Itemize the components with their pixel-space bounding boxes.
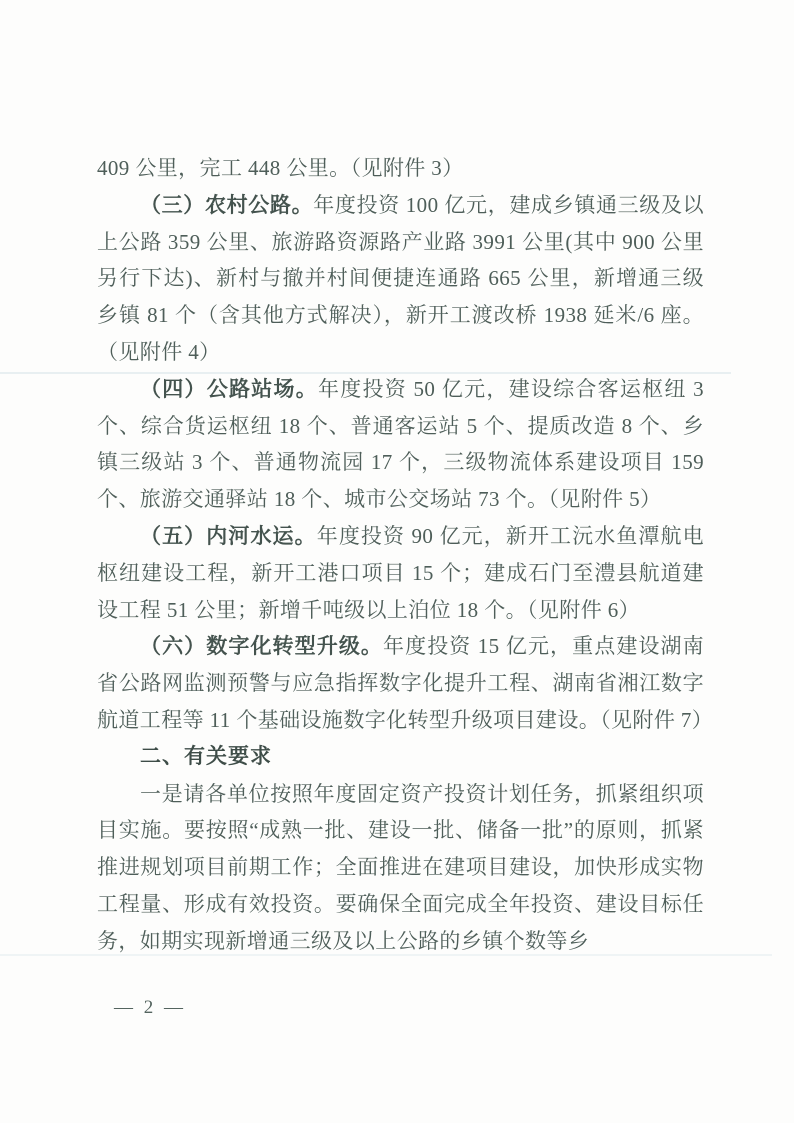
paragraph-inland-waterway	[97, 518, 704, 628]
paragraph-text: 409 公里，完工 448 公里。（见附件 3）	[97, 156, 464, 180]
section-lead: （三）农村公路。	[140, 192, 314, 217]
paragraph-digital-transformation	[97, 628, 714, 738]
section-lead: （五）内河水运。	[140, 523, 317, 548]
page-number: — 2 —	[114, 997, 186, 1018]
section-lead: （六）数字化转型升级。	[140, 634, 384, 659]
paragraph-requirements-1	[97, 776, 704, 960]
paragraph-text: 年度投资 100 亿元，建成乡镇通三级及以上公路 359 公里、旅游路资源路产业路 3991 公里(其中 900 公里另行下达)、新村与撤并村间便捷连通路 665 公里，新增通三级乡镇 81 个（含其他方式解决），新开工渡改桥 1938 延米/6 座。（见附件 4）	[97, 192, 704, 364]
paragraph-highway-stations	[97, 371, 704, 518]
paragraph-text: 年度投资 15 亿元，重点建设湖南省公路网监测预警与应急指挥数字化提升工程、湖南省湘江数字航道工程等 11 个基础设施数字化转型升级项目建设。（见附件 7）	[97, 634, 714, 732]
document-body	[97, 150, 714, 960]
paragraph-continuation	[97, 150, 704, 187]
section-heading-requirements: 二、有关要求	[140, 744, 272, 768]
paragraph-text: 年度投资 50 亿元，建设综合客运枢纽 3 个、综合货运枢纽 18 个、普通客运站 5 个、提质改造 8 个、乡镇三级站 3 个、普通物流园 17 个，三级物流体系建设项目 159 个、旅游交通驿站 18 个、城市公交场站 73 个。（见附件 5）	[97, 376, 704, 512]
paragraph-text: 一是请各单位按照年度固定资产投资计划任务，抓紧组织项目实施。要按照“成熟一批、建设一批、储备一批”的原则，抓紧推进规划项目前期工作；全面推进在建项目建设，加快形成实物工程量、形成有效投资。要确保全面完成全年投资、建设目标任务，如期实现新增通三级及以上公路的乡镇个数等乡	[97, 781, 704, 953]
section-lead: （四）公路站场。	[140, 376, 319, 401]
paragraph-rural-roads	[97, 187, 704, 371]
paragraph-text: 年度投资 90 亿元，新开工沅水鱼潭航电枢纽建设工程，新开工港口项目 15 个；建成石门至澧县航道建设工程 51 公里；新增千吨级以上泊位 18 个。（见附件 6）	[97, 523, 704, 622]
